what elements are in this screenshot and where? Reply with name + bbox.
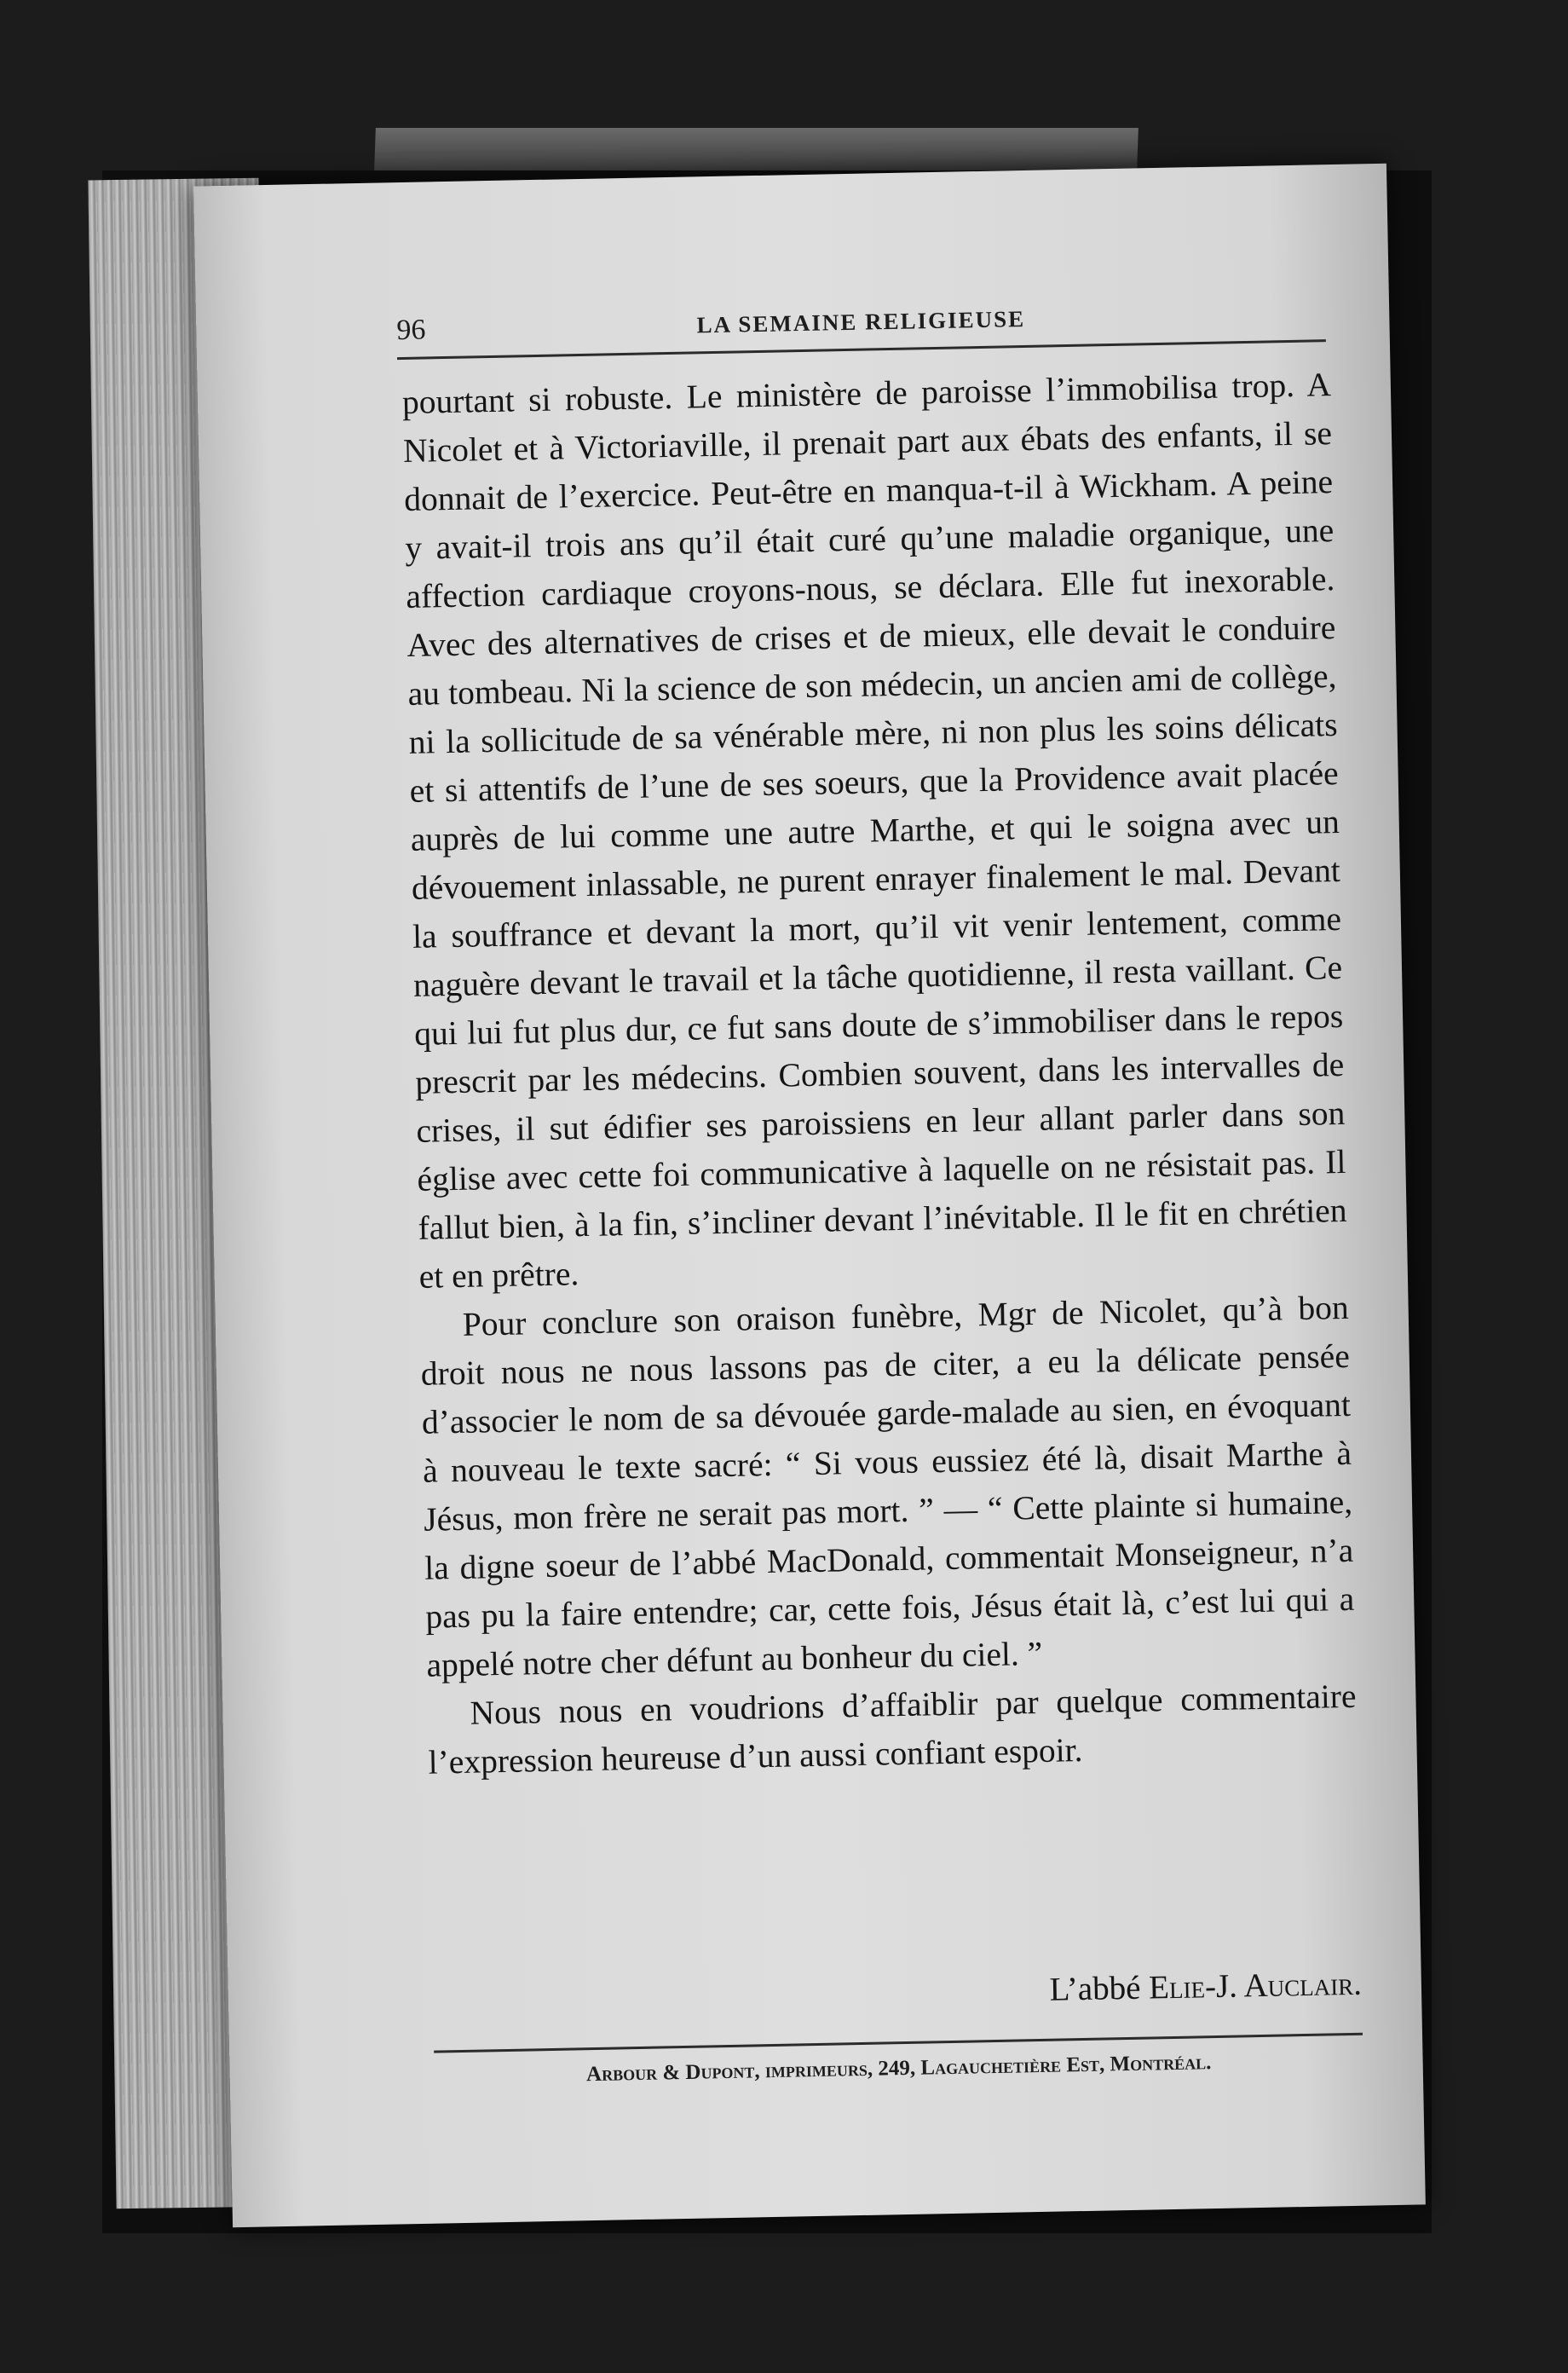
printer-imprint (435, 2048, 1363, 2090)
running-head: LA SEMAINE RELIGIEUSE (696, 305, 1026, 338)
signature-prefix: L’abbé (1049, 1969, 1150, 2008)
paragraph-1: pourtant si robuste. Le ministère de paroisse l’immobilisa trop. A Nicolet et à Victoriaville, il prenait part aux ébats des enfants, il se donnait de l’exercice. Peut-être en manqua-t-il à Wickham. A peine y avait-il trois ans qu’il était curé qu’une maladie organique, une affection cardiaque croyons-nous, se déclara. Elle fut inexorable. Avec des alternatives de crises et de mieux, elle devait le conduire au tombeau. Ni la science de son médecin, un ancien ami de collège, ni la sollicitude de sa vénérable mère, ni non plus les soins délicats et si attentifs de l’une de ses soeurs, que la Providence avait placée auprès de lui comme une autre Marthe, et qui le soigna avec un dévouement inlassable, ne purent enrayer finalement le mal. Devant la souffrance et devant la mort, qu’il vit venir lentement, comme naguère devant le travail et la tâche quotidienne, il resta vaillant. Ce qui lui fut plus dur, ce fut sans doute de s’immobiliser dans le repos prescrit par les médecins. Combien souvent, dans les intervalles de crises, il sut édifier ses paroissiens en leur allant parler dans son église avec cette foi communicative à laquelle on ne résistait pas. Il fallut bien, à la fin, s’incliner devant l’inévitable. Il le fit en chrétien et en prêtre. (401, 366, 1347, 1296)
printer-imprint-text: Arbour & Dupont, imprimeurs, 249, Lagauchetière Est, Montréal. (585, 2051, 1212, 2087)
paragraph-2: Pour conclure son oraison funèbre, Mgr de Nicolet, qu’à bon droit nous ne nous lassons pas de citer, a eu la délicate pensée d’associer le nom de sa dévouée garde-malade au sien, en évoquant à nouveau le texte sacré: “ Si vous eussiez été là, disait Marthe à Jésus, mon frère ne serait pas mort. ” — “ Cette plainte si humaine, la digne soeur de l’abbé MacDonald, commentait Monseigneur, n’a pas pu la faire entendre; car, cette fois, Jésus était là, c’est lui qui a appelé notre cher défunt au bonheur du ciel. ” (420, 1288, 1355, 1684)
page-header (396, 288, 1326, 360)
book-page (193, 164, 1426, 2227)
page-number: 96 (396, 314, 426, 347)
signature (433, 1965, 1363, 2021)
paragraph-3: Nous nous en voudrions d’affaiblir par quelque commentaire l’expression heureuse d’un aussi confiant espoir. (428, 1677, 1357, 1781)
body-text (402, 361, 1358, 1787)
signature-name: Elie-J. Auclair. (1148, 1965, 1363, 2006)
book-top-edge (374, 128, 1139, 170)
